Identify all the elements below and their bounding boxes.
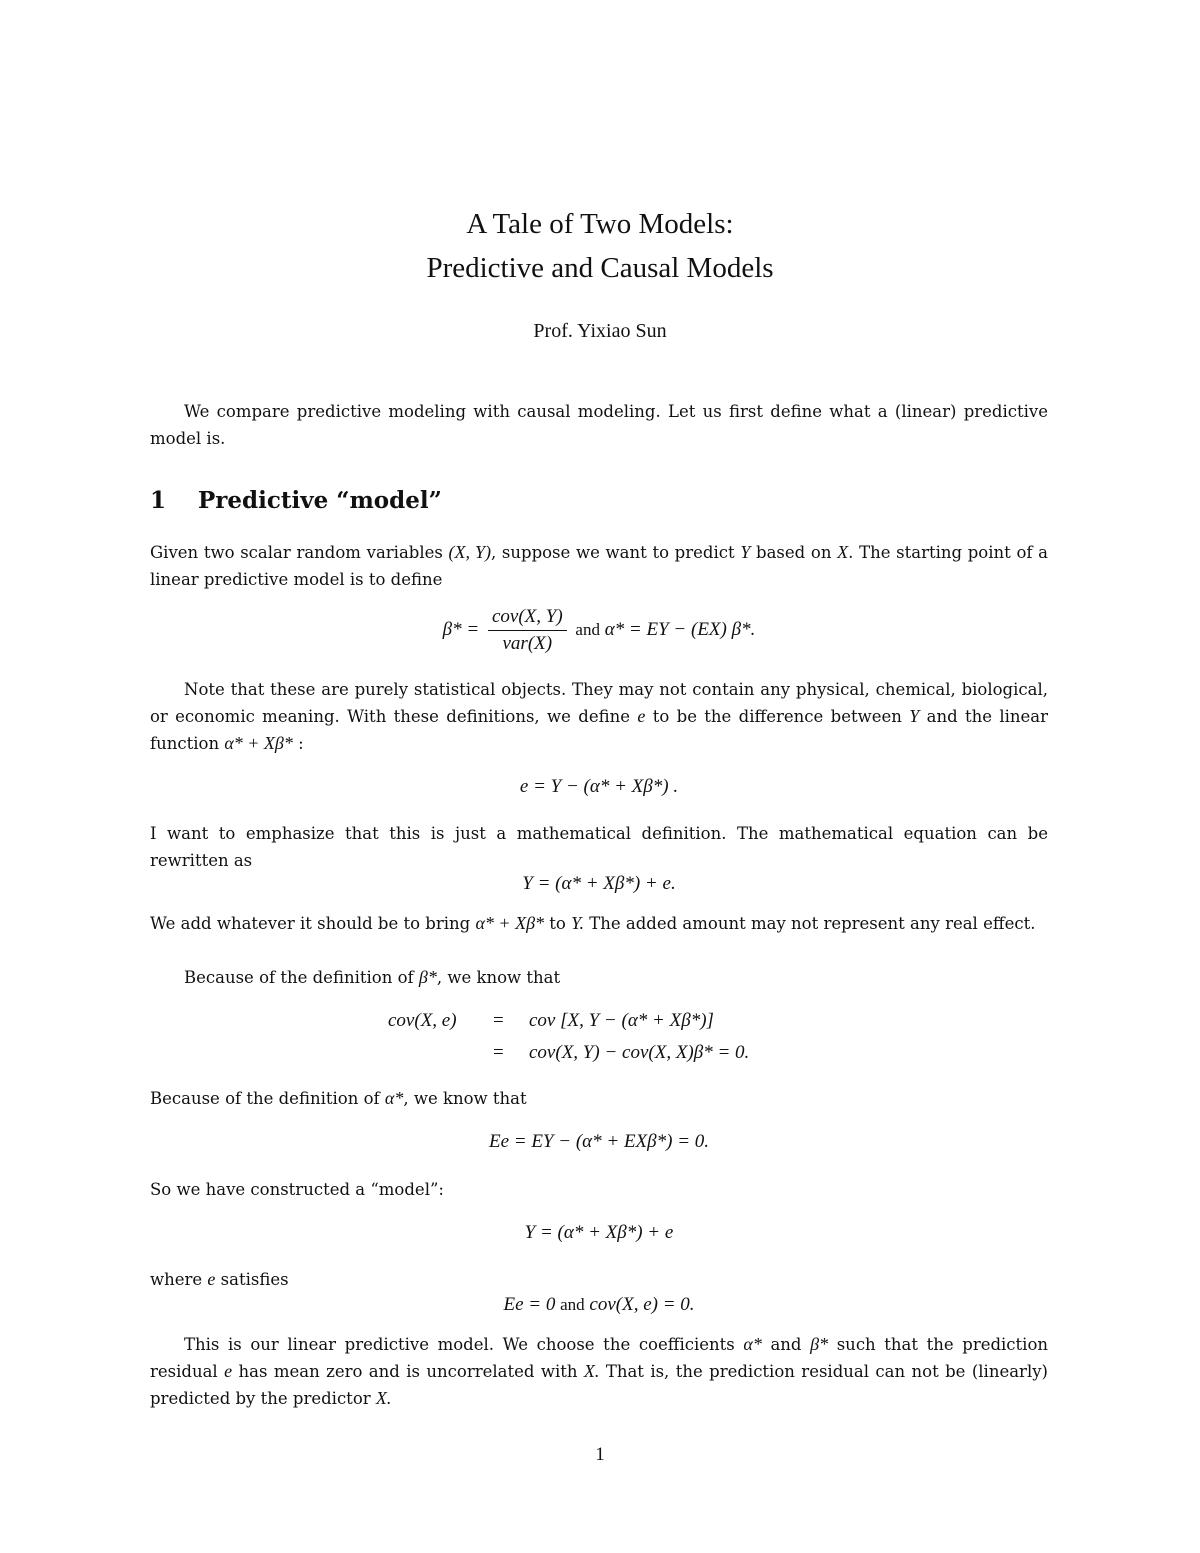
eq4-row1-rhs: cov [X, Y − (α* + Xβ*)]: [529, 1010, 714, 1031]
p2-text-b: to be the difference between: [652, 707, 902, 726]
equation-3: [150, 873, 1048, 895]
p9-math-beta: β*: [810, 1334, 829, 1354]
p9-math-x: X.: [583, 1361, 600, 1381]
eq1-lhs: β* =: [442, 618, 480, 640]
p9-text-b: such that the prediction residual: [150, 1335, 1049, 1381]
p2-math-e: e: [637, 706, 646, 726]
p1-text-b: , suppose we want to predict: [490, 543, 735, 562]
eq4-row1-lhs: cov(X, e): [388, 1010, 457, 1031]
paragraph-5: [150, 964, 1048, 991]
paragraph-6: [150, 1085, 1048, 1112]
intro-paragraph: We compare predictive modeling with causal modeling. Let us first define what a (linear) predictive model is.: [150, 402, 1048, 448]
p5-text-b: , we know that: [436, 968, 561, 987]
p9-text-c: has mean zero and is uncorrelated with: [238, 1362, 578, 1381]
eq5-body: Ee = EY − (α* + EXβ*) = 0.: [488, 1131, 710, 1152]
eq4-row1-equals: =: [493, 1010, 504, 1031]
paragraph-3: I want to emphasize that this is just a mathematical definition. The mathematical equation can be rewritten as: [150, 824, 1048, 870]
eq2-body: e = Y − (α* + Xβ*) .: [519, 776, 679, 797]
eq1-rhs: α* = EY − (EX) β*.: [604, 618, 756, 640]
eq1-and: and: [575, 619, 600, 639]
eq1-numerator: cov(X, Y): [488, 606, 567, 631]
p1-text-a: Given two scalar random variables: [150, 543, 443, 562]
p2-text-a: Note that these are purely statistical objects. They may not contain any physical, chemical, biological, or economic meaning. With these definitions, we define: [150, 680, 1048, 726]
p4-text-c: The added amount may not represent any real effect.: [589, 914, 1036, 933]
p9-math-alpha: α*: [743, 1334, 762, 1354]
eq3-body: Y = (α* + Xβ*) + e.: [522, 873, 676, 894]
title-line-1: A Tale of Two Models:: [466, 208, 734, 240]
paragraph-2: [150, 676, 1048, 757]
p4-math-linear: α* + Xβ*: [475, 913, 545, 933]
title-line-2: Predictive and Causal Models: [426, 252, 774, 284]
p9-math-e: e: [224, 1361, 233, 1381]
p4-math-y: Y.: [571, 913, 584, 933]
section-heading: [150, 487, 442, 514]
author: Prof. Yixiao Sun: [533, 320, 667, 342]
eq6-body: Y = (α* + Xβ*) + e: [524, 1222, 674, 1243]
paragraph-7: So we have constructed a “model”:: [150, 1180, 444, 1199]
section-title: Predictive “model”: [198, 487, 442, 514]
eq4-row2-rhs: cov(X, Y) − cov(X, X)β* = 0.: [529, 1042, 750, 1063]
equation-4: [0, 1010, 1200, 1074]
p2-text-d: :: [298, 734, 304, 753]
equation-2: [150, 776, 1048, 798]
p8-text-a: where: [150, 1270, 203, 1289]
p9-math-x2: X.: [375, 1388, 392, 1408]
equation-7: [150, 1294, 1048, 1316]
p1-text-d: . The starting point of a linear predictive model is to define: [150, 543, 1049, 589]
equation-5: [150, 1131, 1048, 1153]
p5-math-beta: β*: [418, 967, 437, 987]
p8-math-e: e: [207, 1269, 216, 1289]
p9-text-a: This is our linear predictive model. We choose the coefficients: [184, 1335, 735, 1354]
p1-math-x: X: [837, 542, 849, 562]
eq1-fraction: [488, 606, 567, 655]
p2-math-linear: α* + Xβ*: [224, 733, 293, 753]
p9-text-d: That is, the prediction residual can not be (linearly) predicted by the predictor: [150, 1362, 1048, 1408]
p1-math-y: Y: [740, 542, 751, 562]
p8-text-b: satisfies: [220, 1270, 289, 1289]
p6-math-alpha: α*: [384, 1088, 404, 1108]
p6-text-a: Because of the definition of: [150, 1089, 380, 1108]
p2-math-y: Y: [909, 706, 920, 726]
page-number: 1: [595, 1444, 605, 1465]
eq4-row2-equals: =: [493, 1042, 504, 1063]
p5-text-a: Because of the definition of: [184, 968, 414, 987]
p9-text-and: and: [770, 1335, 802, 1354]
p6-text-b: , we know that: [403, 1089, 527, 1108]
eq1-denominator: var(X): [502, 633, 553, 654]
eq7-and: and: [560, 1295, 585, 1314]
paragraph-4: [150, 910, 1048, 937]
p1-math-xy: (X, Y): [448, 542, 491, 562]
p2-text-c: and the linear function: [150, 707, 1049, 753]
paragraph-1: [150, 539, 1048, 593]
paragraph-8: [150, 1266, 1048, 1293]
paragraph-9: [150, 1331, 1048, 1412]
p4-text-b: to: [549, 914, 566, 933]
equation-1: [150, 606, 1048, 655]
eq7-part-b: cov(X, e) = 0.: [589, 1294, 695, 1315]
section-number: 1: [150, 487, 167, 514]
p1-text-c: based on: [756, 543, 832, 562]
eq7-part-a: Ee = 0: [503, 1294, 556, 1315]
p4-text-a: We add whatever it should be to bring: [150, 914, 471, 933]
equation-6: [150, 1222, 1048, 1244]
